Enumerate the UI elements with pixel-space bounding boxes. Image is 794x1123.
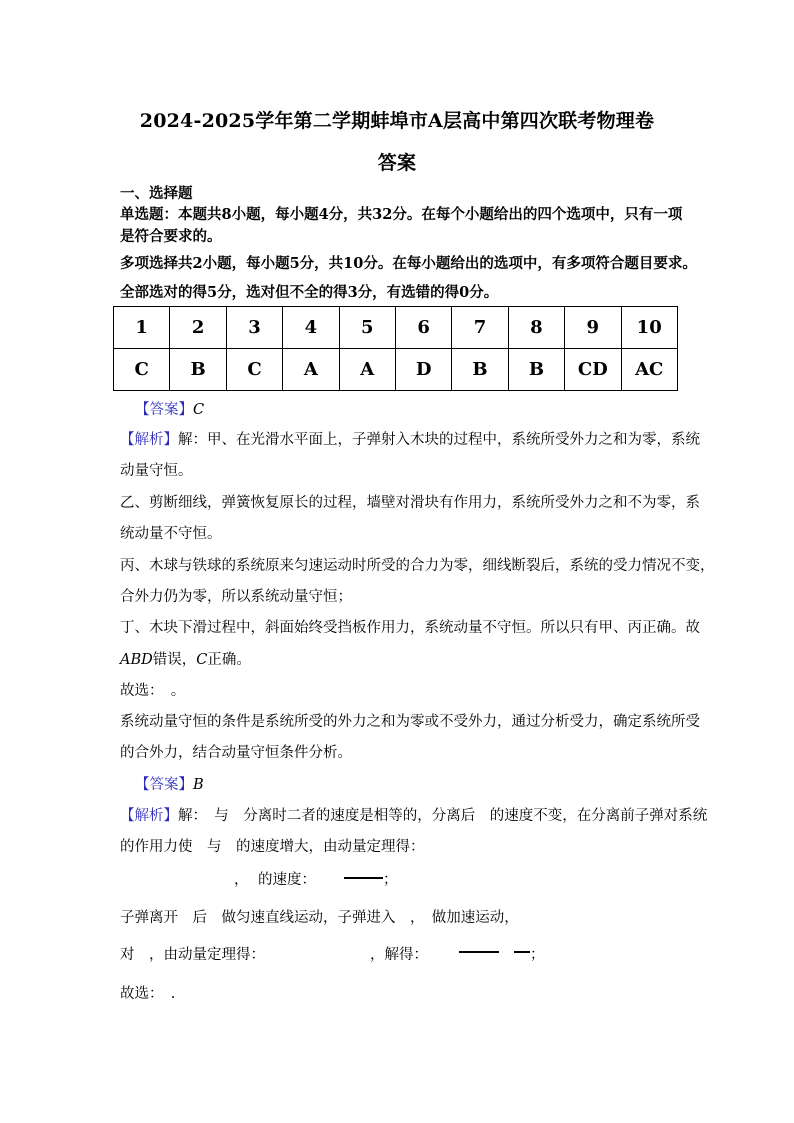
table-row-numbers <box>114 307 678 349</box>
q2-analysis-line-2: 的作用力使 与 的速度增大，由动量定理得： <box>120 839 425 855</box>
table-cell: D <box>395 349 451 391</box>
table-cell: 3 <box>226 307 282 349</box>
q2-answer <box>135 773 204 794</box>
q1-analysis-line-2: 动量守恒。 <box>120 463 193 479</box>
answer-tag: 【答案】 <box>135 402 193 418</box>
multi-choice-instructions-2: 全部选对的得5分，选对但不全的得3分，有选错的得0分。 <box>120 284 499 301</box>
analysis-tag: 【解析】 <box>120 432 178 448</box>
table-cell: AC <box>621 349 677 391</box>
table-cell: A <box>339 349 395 391</box>
table-cell: B <box>508 349 564 391</box>
table-cell: C <box>226 349 282 391</box>
answer-value: C <box>193 402 205 418</box>
table-cell: 2 <box>170 307 226 349</box>
analysis-tag: 【解析】 <box>120 808 178 824</box>
page-subtitle: 答案 <box>377 152 417 174</box>
q1-analysis-line-6: 合外力仍为零，所以系统动量守恒； <box>120 589 352 605</box>
analysis-text: 解： 与 分离时二者的速度是相等的，分离后 的速度不变，在分离前子弹对系统 <box>178 808 708 824</box>
q2-analysis-line-4: 子弹离开 后 做匀速直线运动，子弹进入 ， 做加速运动， <box>120 910 519 926</box>
table-cell: CD <box>565 349 621 391</box>
table-cell: B <box>452 349 508 391</box>
fraction-bar <box>459 951 499 953</box>
q1-analysis-line-5: 丙、木球与铁球的系统原来匀速运动时所受的合力为零，细线断裂后，系统的受力情况不变， <box>120 558 715 574</box>
q1-analysis-line-7: 丁、木块下滑过程中，斜面始终受挡板作用力，系统动量不守恒。所以只有甲、丙正确。故 <box>120 620 700 636</box>
multi-choice-instructions-1: 多项选择共2小题，每小题5分，共10分。在每小题给出的选项中，有多项符合题目要求。 <box>120 255 697 272</box>
q2-eq1-label: 的速度： <box>258 872 316 888</box>
table-cell: 7 <box>452 307 508 349</box>
q1-analysis-line-1 <box>120 428 700 449</box>
table-cell: 6 <box>395 307 451 349</box>
answer-table <box>113 306 678 391</box>
table-cell: 10 <box>621 307 677 349</box>
q2-choose: 故选： . <box>120 986 176 1002</box>
option-label: C <box>196 652 208 668</box>
q1-choose: 故选： 。 <box>120 683 186 699</box>
q2-analysis-line-1 <box>120 804 707 825</box>
q1-summary-1: 系统动量守恒的条件是系统所受的外力之和为零或不受外力，通过分析受力，确定系统所受 <box>120 714 700 730</box>
option-label: ABD <box>120 652 153 668</box>
section-heading: 一、选择题 <box>120 185 193 202</box>
table-cell: 4 <box>283 307 339 349</box>
fraction-bar <box>344 877 383 879</box>
q2-analysis-line-5: 对 ，由动量定理得： <box>120 947 265 963</box>
q1-summary-2: 的合外力，结合动量守恒条件分析。 <box>120 745 352 761</box>
q2-solve-label: ，解得： <box>370 947 428 963</box>
table-cell: A <box>283 349 339 391</box>
table-cell: 1 <box>114 307 170 349</box>
answer-value: B <box>193 777 204 793</box>
page-title: 2024-2025学年第二学期蚌埠市A层高中第四次联考物理卷 <box>139 110 655 132</box>
answer-tag: 【答案】 <box>135 777 193 793</box>
q1-analysis-line-4: 统动量不守恒。 <box>120 526 222 542</box>
q2-eq1-end: ； <box>383 872 398 888</box>
table-cell: C <box>114 349 170 391</box>
fraction-bar <box>514 951 530 953</box>
table-cell: 9 <box>565 307 621 349</box>
table-cell: 5 <box>339 307 395 349</box>
analysis-text: 错误， <box>152 652 197 668</box>
q2-solve-end: ； <box>530 947 545 963</box>
table-cell: 8 <box>508 307 564 349</box>
single-choice-instructions-2: 是符合要求的。 <box>120 228 222 245</box>
table-row-answers <box>114 349 678 391</box>
analysis-text: 解：甲、在光滑水平面上，子弹射入木块的过程中，系统所受外力之和为零，系统 <box>178 432 700 448</box>
q1-answer <box>135 398 204 419</box>
table-cell: B <box>170 349 226 391</box>
single-choice-instructions-1: 单选题：本题共8小题，每小题4分，共32分。在每个小题给出的四个选项中，只有一项 <box>120 206 683 223</box>
q2-eq1-comma: ， <box>234 872 249 888</box>
q1-analysis-line-8 <box>120 648 251 669</box>
q1-analysis-line-3: 乙、剪断细线，弹簧恢复原长的过程，墙壁对滑块有作用力，系统所受外力之和不为零，系 <box>120 495 700 511</box>
analysis-text: 正确。 <box>207 652 251 668</box>
